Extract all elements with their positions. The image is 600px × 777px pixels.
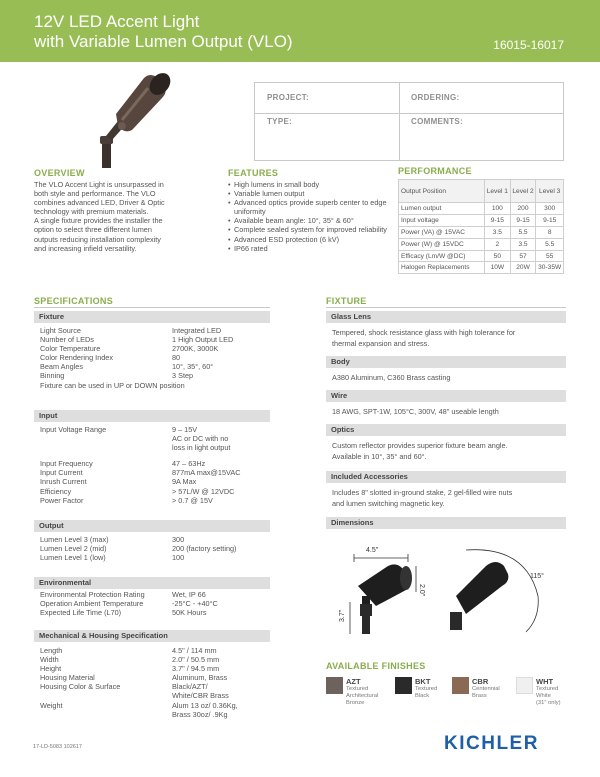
finish-swatch [516,677,533,694]
table-cell: 57 [510,250,536,262]
text-line: Custom reflector provides superior fixture beam angle. [332,441,508,450]
finish-name-line: Black [415,693,430,699]
spec-value: Aluminum, Brass [172,673,228,683]
table-cell: 5.5 [510,226,536,238]
input-group-title: Input [34,410,270,422]
table-row [399,203,564,215]
table-row [399,214,564,226]
feature-item: • Available beam angle: 10°, 35° & 60° [228,216,393,225]
feature-item: • IP66 rated [228,244,393,253]
page-title-line2: with Variable Lumen Output (VLO) [34,32,293,51]
spec-value: 4.5" / 114 mm [172,646,217,655]
text-line: Includes 8" slotted in-ground stake, 2 gel-filled wire nuts [332,488,513,497]
finish-azt [326,677,392,715]
spec-value: 80 [172,353,181,363]
finish-code: WHT [536,677,554,686]
model-number: 16015-16017 [493,38,564,52]
spec-value: > 57L/W @ 12VDC [172,486,235,496]
table-row [399,238,564,250]
spec-value: 1 High Output LED [172,335,234,345]
divider [34,307,270,308]
spec-value: -25°C - +40°C [172,599,218,609]
table-row [399,226,564,238]
table-cell: 3.5 [485,226,511,238]
table-cell: 55 [536,250,564,262]
front-view-drawing [339,547,425,634]
finish-code: AZT [346,677,361,686]
overview-line: outputs reducing installation complexity [34,234,161,244]
spec-value: Wet, IP 66 [172,590,206,599]
spec-label: Binning [40,371,65,381]
document-id: 17-LD-5083 102617 [33,744,82,750]
table-header-cell: Output Position [399,180,485,203]
optics-title: Optics [326,424,566,436]
height-dimension-label: 3.7" [339,609,346,622]
spec-label: Height [40,664,62,674]
features-heading: FEATURES [228,168,279,178]
ordering-label: ORDERING: [411,93,460,102]
dimensions-drawing [326,536,558,640]
glass-lens-text [332,328,566,349]
finish-name [472,686,522,700]
fixture-heading: FIXTURE [326,296,367,306]
spec-value: White/CBR Brass [172,691,229,701]
type-label: TYPE: [267,117,293,126]
optics-text [332,441,566,462]
overview-text [34,180,214,253]
specifications-heading: SPECIFICATIONS [34,296,114,306]
spec-label: Housing Color & Surface [40,682,121,692]
table-cell: 200 [510,203,536,215]
performance-heading: PERFORMANCE [398,166,472,176]
project-label: PROJECT: [267,93,309,102]
spec-label: Light Source [40,326,81,335]
text-line: thermal expansion and stress. [332,338,430,348]
table-cell: 2 [485,238,511,250]
feature-item: • Complete sealed system for improved reliability [228,225,393,234]
overview-line: option to select three different lumen [34,225,152,235]
finish-name [346,686,396,707]
finish-name-line: Textured [346,686,369,692]
wire-title: Wire [326,390,566,402]
spec-value: Alum 13 oz/ 0.36Kg, [172,700,238,710]
table-cell: 30-35W [536,262,564,274]
spec-label: Weight [40,700,63,710]
environmental-specs [40,590,270,617]
spec-label: Power Factor [40,495,84,505]
feature-item: • Advanced ESD protection (6 kV) [228,235,393,244]
spec-value: 2700K, 3000K [172,344,219,354]
spec-label: Expected Life Time (L70) [40,608,122,618]
comments-label: COMMENTS: [411,117,464,126]
spec-value: 300 [172,535,185,544]
finish-name-line: Architectural [346,693,379,699]
features-list [228,180,393,253]
body-text [332,373,566,384]
finish-bkt [395,677,449,715]
spec-label: Lumen Level 3 (max) [40,535,109,544]
angle-view-drawing [450,550,544,632]
glass-lens-title: Glass Lens [326,311,566,323]
feature-item: • Advanced optics provide superb center to edge uniformity [228,198,393,216]
overview-line: and increasing infield versatility. [34,243,137,253]
table-cell: 9-15 [536,214,564,226]
spec-label: Lumen Level 2 (mid) [40,544,107,554]
box-divider [255,113,563,114]
spec-label: Environmental Protection Rating [40,590,145,599]
box-divider [399,83,400,160]
table-cell: 300 [536,203,564,215]
table-cell: Input voltage [399,214,485,226]
spec-label: Operation Ambient Temperature [40,599,144,609]
table-cell: Halogen Replacements [399,262,485,274]
text-line: A380 Aluminum, C360 Brass casting [332,373,451,382]
finish-name-line: Centennial [472,686,500,692]
dimensions-title: Dimensions [326,517,566,529]
spec-value: 9A Max [172,477,197,487]
finish-name [536,686,586,707]
spec-value: Integrated LED [172,326,222,335]
table-header-row [399,180,564,203]
divider [326,307,566,308]
table-header-cell: Level 1 [485,180,511,203]
environmental-group-title: Environmental [34,577,270,589]
spec-label: Housing Material [40,673,95,683]
spec-label: Efficiency [40,486,72,496]
finishes-heading: AVAILABLE FINISHES [326,661,426,671]
table-cell: 3.5 [510,238,536,250]
finish-name-line: (31" only) [536,700,561,706]
finish-name-line: Brass [472,693,487,699]
output-specs [40,535,270,562]
spec-label: Input Voltage Range [40,425,107,434]
table-cell: 8 [536,226,564,238]
overview-line: technology with premium materials. [34,207,149,217]
table-cell: Power (VA) @ 15VAC [399,226,485,238]
spec-label: Input Frequency [40,459,93,469]
finish-code: CBR [472,677,489,686]
overview-heading: OVERVIEW [34,168,85,178]
text-line: Tempered, shock resistance glass with high tolerance for [332,328,516,337]
overview-line: A single fixture provides the installer the [34,216,163,226]
mechanical-group-title: Mechanical & Housing Specification [34,630,270,642]
finish-swatch [452,677,469,694]
finish-cbr [452,677,514,715]
fixture-note: Fixture can be used in UP or DOWN position [40,380,185,390]
accessories-text [332,488,566,509]
spec-label: Width [40,655,59,665]
spec-value: 2.0" / 50.5 mm [172,655,220,665]
table-row [399,250,564,262]
fixture-group-title: Fixture [34,311,270,323]
text-line: 18 AWG, SPT-1W, 105°C, 300V, 48" useable length [332,407,499,416]
wire-text [332,407,566,418]
table-cell: Lumen output [399,203,485,215]
input-specs [40,425,270,505]
spec-value: > 0.7 @ 15V [172,495,213,505]
table-cell: 9-15 [510,214,536,226]
table-header-cell: Level 2 [510,180,536,203]
table-cell: 100 [485,203,511,215]
kichler-logo: KICHLER [444,733,539,754]
text-line: and lumen switching magnetic key. [332,498,445,508]
header-banner [0,0,600,62]
finish-swatch [395,677,412,694]
finish-swatch [326,677,343,694]
overview-line: The VLO Accent Light is unsurpassed in [34,180,164,189]
spec-value: 9 – 15V [172,425,198,434]
body-title: Body [326,356,566,368]
feature-item: • High lumens in small body [228,180,393,189]
spec-label: Inrush Current [40,477,87,487]
spec-label: Color Rendering Index [40,353,114,363]
fixture-specs [40,326,270,390]
spec-value: 3 Step [172,371,194,381]
spec-value: 200 (factory setting) [172,544,237,554]
table-cell: 20W [510,262,536,274]
performance-table [398,179,564,274]
spec-label: Length [40,646,63,655]
table-cell: Efficacy (Lm/W @DC) [399,250,485,262]
finish-name-line: Bronze [346,700,365,706]
length-dimension-label: 4.5" [366,547,379,554]
spec-value: 50K Hours [172,608,207,618]
table-cell: 10W [485,262,511,274]
table-cell: 5.5 [536,238,564,250]
spec-value: Black/AZT/ [172,682,208,692]
spec-label: Lumen Level 1 (low) [40,553,106,563]
project-info-box [254,82,564,161]
accent-light-image [92,70,172,170]
overview-line: combines advanced LED, Driver & Optic [34,198,165,208]
finish-name-line: White [536,693,551,699]
spec-label: Color Temperature [40,344,101,354]
spec-value: loss in light output [172,443,231,453]
finish-wht [516,677,572,715]
width-dimension-label: 2.0" [418,584,425,597]
spec-value: 100 [172,553,185,563]
finish-name-line: Textured [536,686,559,692]
spec-value: 10°, 35°, 60° [172,362,214,372]
table-cell: Power (W) @ 15VDC [399,238,485,250]
spec-label: Number of LEDs [40,335,94,345]
feature-item: • Variable lumen output [228,189,393,198]
table-cell: 50 [485,250,511,262]
spec-value: 47 – 63Hz [172,459,206,469]
spec-value: 3.7" / 94.5 mm [172,664,220,674]
finish-code: BKT [415,677,431,686]
mechanical-specs [40,646,270,719]
output-group-title: Output [34,520,270,532]
table-header-cell: Level 3 [536,180,564,203]
spec-value: Brass 30oz/ .9Kg [172,709,228,719]
spec-label: Beam Angles [40,362,83,372]
accessories-title: Included Accessories [326,471,566,483]
table-cell: 9-15 [485,214,511,226]
page-title-line1: 12V LED Accent Light [34,12,200,31]
text-line: Available in 10°, 35° and 60°. [332,451,427,461]
spec-label: Input Current [40,468,83,478]
overview-line: both style and performance. The VLO [34,189,156,199]
angle-dimension-label: 115° [530,573,544,580]
finish-name-line: Textured [415,686,438,692]
spec-value: AC or DC with no [172,434,229,444]
table-row [399,262,564,274]
spec-value: 877mA max@15VAC [172,468,241,478]
